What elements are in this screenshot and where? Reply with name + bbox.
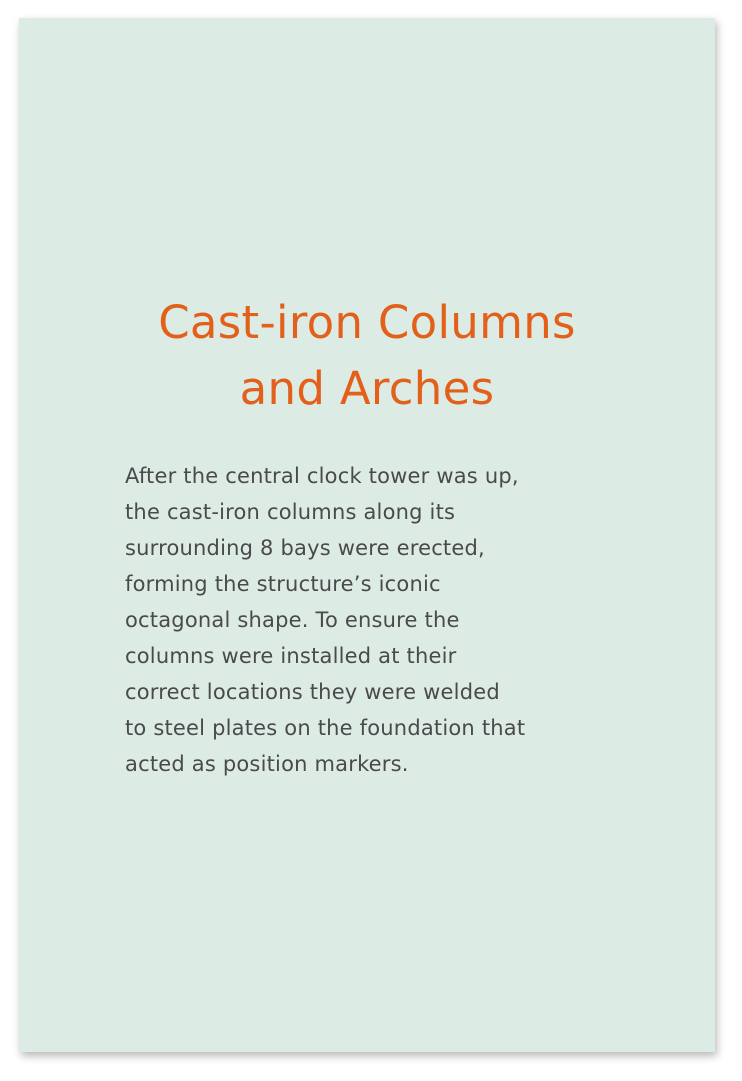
body-line-9: acted as position markers. bbox=[125, 752, 409, 776]
card-body-text bbox=[125, 458, 625, 782]
body-line-1: After the central clock tower was up, bbox=[125, 464, 519, 488]
body-line-6: columns were installed at their bbox=[125, 644, 457, 668]
body-line-7: correct locations they were welded bbox=[125, 680, 500, 704]
body-line-3: surrounding 8 bays were erected, bbox=[125, 536, 485, 560]
info-card bbox=[19, 18, 715, 1052]
card-title bbox=[19, 290, 715, 422]
body-line-8: to steel plates on the foundation that bbox=[125, 716, 526, 740]
card-title-line-1: Cast-iron Columns bbox=[158, 296, 576, 349]
body-line-4: forming the structure’s iconic bbox=[125, 572, 441, 596]
body-line-2: the cast-iron columns along its bbox=[125, 500, 456, 524]
body-line-5: octagonal shape. To ensure the bbox=[125, 608, 460, 632]
card-title-line-2: and Arches bbox=[239, 362, 495, 415]
